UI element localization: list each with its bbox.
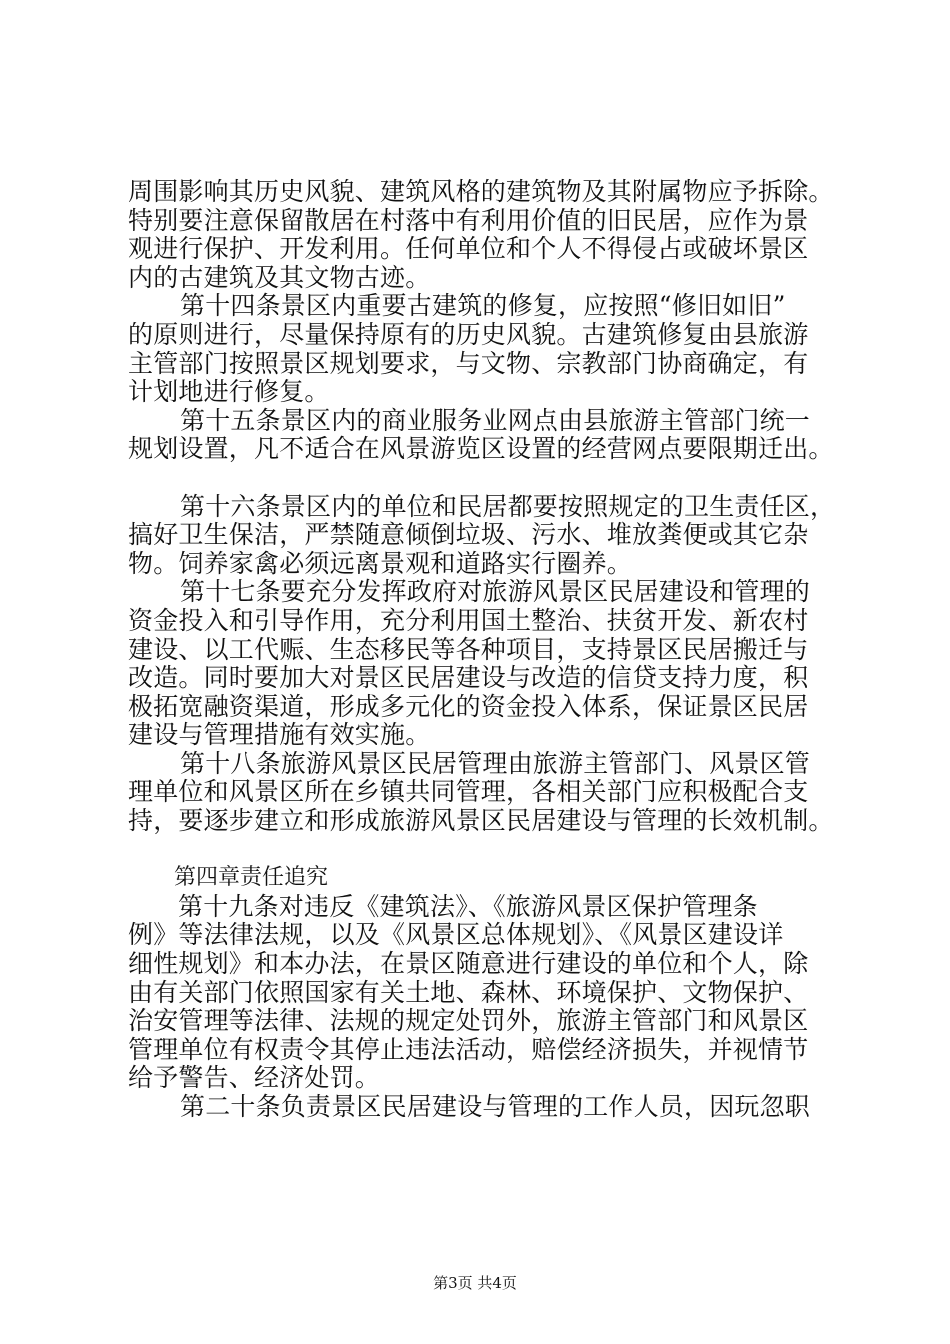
blank-line (128, 836, 848, 865)
document-body (128, 178, 848, 1122)
text-line: 特别要注意保留散居在村落中有利用价值的旧民居，应作为景 (128, 205, 809, 235)
text-line: 规划设置，凡不适合在风景游览区设置的经营网点要限期迁出。 (128, 434, 834, 464)
paragraph-start-article-16: 第十六条景区内的单位和民居都要按照规定的卫生责任区， (180, 491, 836, 521)
text-line: 建设与管理措施有效实施。 (128, 720, 431, 750)
text-line: 建设、以工代赈、生态移民等各种项目，支持景区民居搬迁与 (128, 634, 809, 664)
text-line: 主管部门按照景区规划要求，与文物、宗教部门协商确定，有 (128, 348, 809, 378)
paragraph-start-article-15: 第十五条景区内的商业服务业网点由县旅游主管部门统一 (180, 405, 811, 435)
text-line: 极拓宽融资渠道，形成多元化的资金投入体系，保证景区民居 (128, 691, 809, 721)
text-line: 例》等法律法规，以及《风景区总体规划》、《风景区建设详 (128, 920, 784, 950)
text-line: 给予警告、经济处罚。 (128, 1063, 381, 1093)
text-line: 治安管理等法律、法规的规定处罚外，旅游主管部门和风景区 (128, 1006, 809, 1036)
text-line: 物。饲养家禽必须远离景观和道路实行圈养。 (128, 548, 633, 578)
paragraph-start-article-19: 第十九条对违反《建筑法》、《旅游风景区保护管理条 (178, 891, 758, 921)
text-line: 内的古建筑及其文物古迹。 (128, 262, 431, 292)
text-line: 的原则进行，尽量保持原有的历史风貌。古建筑修复由县旅游 (128, 319, 809, 349)
text-line: 由有关部门依照国家有关土地、森林、环境保护、文物保护、 (128, 977, 809, 1007)
text-line: 周围影响其历史风貌、建筑风格的建筑物及其附属物应予拆除。 (128, 177, 834, 206)
paragraph-start-article-18: 第十八条旅游风景区民居管理由旅游主管部门、风景区管 (180, 748, 811, 778)
text-line: 细性规划》和本办法，在景区随意进行建设的单位和个人，除 (128, 949, 809, 979)
text-line: 理单位和风景区所在乡镇共同管理，各相关部门应积极配合支 (128, 777, 809, 807)
text-line: 观进行保护、开发利用。任何单位和个人不得侵占或破坏景区 (128, 234, 809, 264)
page-number-footer: 第3页 共4页 (433, 1274, 517, 1292)
text-line: 管理单位有权责令其停止违法活动，赔偿经济损失，并视情节 (128, 1034, 809, 1064)
text-line: 计划地进行修复。 (128, 377, 330, 407)
text-line: 改造。同时要加大对景区民居建设与改造的信贷支持力度，积 (128, 663, 809, 693)
blank-line (128, 464, 848, 493)
paragraph-start-article-14: 第十四条景区内重要古建筑的修复，应按照“修旧如旧” (180, 291, 786, 321)
text-line: 资金投入和引导作用，充分利用国土整治、扶贫开发、新农村 (128, 605, 809, 635)
paragraph-start-article-17: 第十七条要充分发挥政府对旅游风景区民居建设和管理的 (180, 577, 811, 607)
chapter-heading: 第四章责任追究 (174, 865, 329, 891)
text-line: 持，要逐步建立和形成旅游风景区民居建设与管理的长效机制。 (128, 806, 834, 836)
text-line: 搞好卫生保洁，严禁随意倾倒垃圾、污水、堆放粪便或其它杂 (128, 520, 809, 550)
paragraph-start-article-20: 第二十条负责景区民居建设与管理的工作人员，因玩忽职 (180, 1092, 811, 1121)
